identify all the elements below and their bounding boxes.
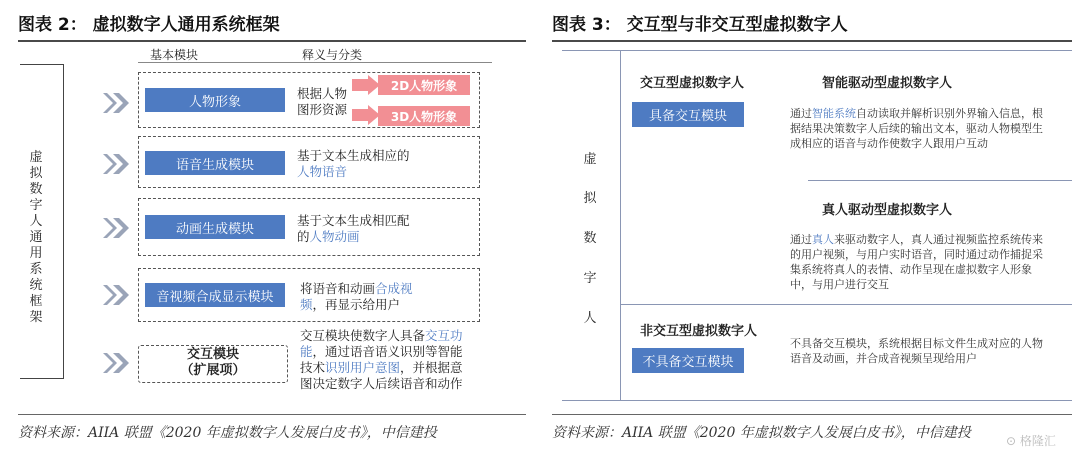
watermark-logo: ⊙ 格隆汇 (1006, 434, 1056, 448)
category-2d-character: 2D人物形象 (378, 75, 470, 95)
side-char: 字 (583, 271, 597, 286)
arrow-right-icon (352, 105, 380, 125)
ai-driven-title: 智能驱动型虚拟数字人 (822, 76, 953, 91)
module-desc: 基于文本生成相应的人物语音 (297, 148, 410, 179)
frame-divider-vertical (620, 50, 621, 400)
watermark-icon: ⊙ (1006, 434, 1017, 448)
left-source-rule (18, 414, 526, 415)
category-3d-character: 3D人物形象 (378, 106, 470, 126)
side-char: 人 (583, 311, 597, 326)
frame-top (562, 50, 1072, 51)
module-desc: 将语音和动画合成视频，再显示给用户 (300, 281, 413, 312)
header-rule (138, 62, 492, 63)
human-driven-title: 真人驱动型虚拟数字人 (822, 203, 953, 218)
chevron-right-icon (103, 154, 129, 174)
right-source-rule (552, 414, 1072, 415)
side-char: 拟 (583, 191, 597, 206)
left-title-rule (18, 40, 526, 42)
frame-divider-ai-human (808, 180, 1072, 181)
arrow-right-icon (352, 75, 380, 95)
side-char: 数 (583, 231, 597, 246)
right-source: 资料来源：AIIA 联盟《2020 年虚拟数字人发展白皮书》，中信建投 (552, 425, 971, 441)
noninteractive-box: 不具备交互模块 (632, 348, 744, 373)
module-desc: 根据人物图形资源 (297, 86, 348, 117)
right-figure-title: 图表 3： 交互型与非交互型虚拟数字人 (552, 15, 848, 35)
module-interaction-label: 交互模块 （扩展项） (180, 347, 246, 378)
chevron-right-icon (103, 218, 129, 238)
chevron-right-icon (103, 285, 129, 305)
noninteractive-title: 非交互型虚拟数字人 (640, 324, 758, 339)
header-basic-module: 基本模块 (150, 48, 199, 62)
chevron-right-icon (103, 93, 129, 113)
module-av-synthesis: 音视频合成显示模块 (145, 283, 285, 307)
left-source: 资料来源：AIIA 联盟《2020 年虚拟数字人发展白皮书》，中信建投 (18, 425, 437, 441)
module-desc: 基于文本生成相匹配的人物动画 (297, 213, 410, 244)
module-voice-generation: 语音生成模块 (145, 151, 285, 175)
frame-divider-middle (620, 304, 1072, 305)
module-character-image: 人物形象 (145, 88, 285, 112)
side-char: 虚 (583, 152, 597, 167)
module-animation-generation: 动画生成模块 (145, 215, 285, 239)
left-figure-title: 图表 2： 虚拟数字人通用系统框架 (18, 15, 280, 35)
right-title-rule (552, 40, 1072, 42)
human-driven-desc: 通过真人来驱动数字人，真人通过视频监控系统传来的用户视频，与用户实时语音，同时通过动作捕捉采集系统将真人的表情、动作呈现在虚拟数字人形象中，与用户进行交互 (790, 233, 1043, 291)
module-desc: 交互模块使数字人具备交互功能，通过语音语义识别等智能技术识别用户意图，并根据意图决定数字人后续语音和动作 (300, 328, 463, 391)
side-label: 虚拟数字人通用系统框架 (29, 150, 43, 325)
header-definition: 释义与分类 (302, 48, 363, 62)
noninteractive-desc: 不具备交互模块，系统根据目标文件生成对应的人物语音及动画，并合成音视频呈现给用户 (790, 337, 1043, 365)
interactive-title: 交互型虚拟数字人 (640, 76, 745, 91)
interactive-box: 具备交互模块 (632, 102, 744, 127)
frame-bottom (562, 400, 1072, 401)
ai-driven-desc: 通过智能系统自动读取并解析识别外界输入信息，根据结果决策数字人后续的输出文本，驱动人物模型生成相应的语音与动作使数字人跟用户互动 (790, 107, 1043, 150)
chevron-right-icon (103, 353, 129, 373)
